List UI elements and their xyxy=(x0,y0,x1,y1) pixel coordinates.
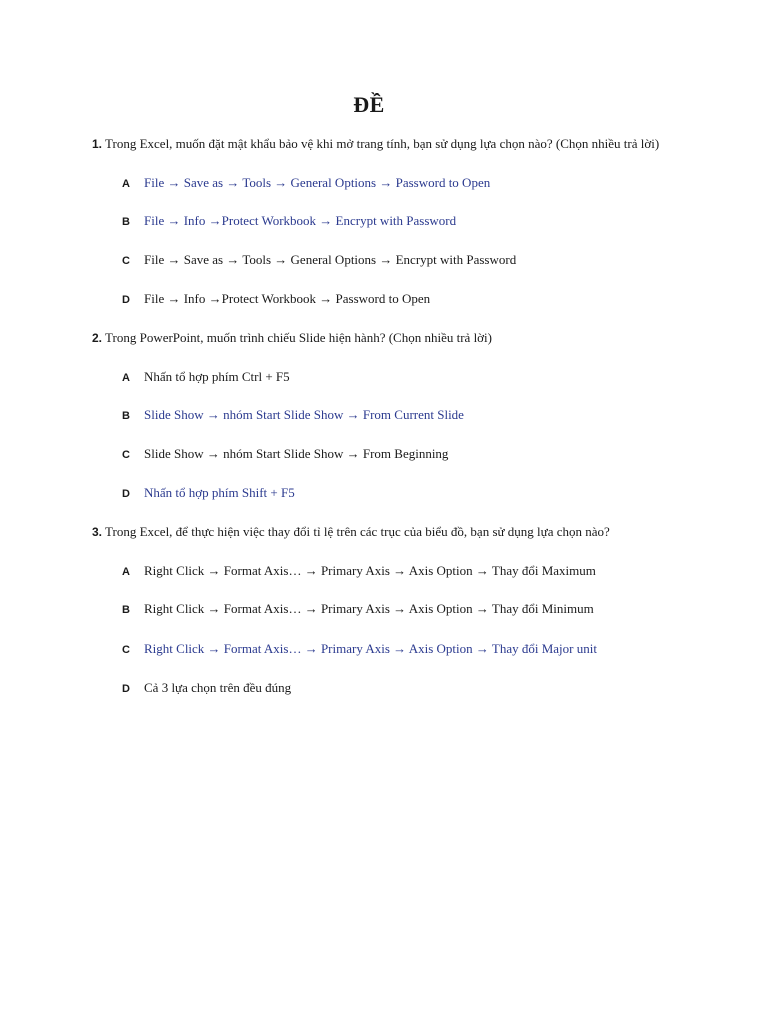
option-3-a xyxy=(122,563,596,579)
option-text: File → Info →Protect Workbook → Password to Open xyxy=(144,291,431,306)
option-letter: B xyxy=(122,604,130,616)
option-text: Cả 3 lựa chọn trên đều đúng xyxy=(144,680,292,695)
option-letter: D xyxy=(122,294,130,306)
option-letter: B xyxy=(122,410,130,422)
option-letter: B xyxy=(122,216,130,228)
option-letter: C xyxy=(122,644,130,656)
option-letter: A xyxy=(122,372,130,384)
option-text: Right Click → Format Axis… → Primary Axis → Axis Option → Thay đổi Major unit xyxy=(144,641,597,656)
option-letter: C xyxy=(122,449,130,461)
option-letter: A xyxy=(122,178,130,190)
question-number: 1. xyxy=(92,137,103,151)
option-letter: A xyxy=(122,566,130,578)
option-text: Nhấn tổ hợp phím Shift + F5 xyxy=(144,485,295,500)
option-3-b xyxy=(122,601,594,617)
option-2-b xyxy=(122,407,464,423)
page-title: ĐỀ xyxy=(353,92,385,117)
question-2 xyxy=(92,330,492,346)
question-number: 3. xyxy=(92,525,103,539)
option-text: Right Click → Format Axis… → Primary Axis → Axis Option → Thay đổi Maximum xyxy=(144,563,596,578)
option-1-a xyxy=(122,175,490,191)
option-text: Nhấn tổ hợp phím Ctrl + F5 xyxy=(144,369,290,384)
option-text: Right Click → Format Axis… → Primary Axis → Axis Option → Thay đổi Minimum xyxy=(144,601,594,616)
option-letter: D xyxy=(122,488,130,500)
option-2-c xyxy=(122,446,448,462)
question-1 xyxy=(92,136,659,152)
option-3-c xyxy=(122,641,597,657)
question-number: 2. xyxy=(92,331,103,345)
question-text: Trong PowerPoint, muốn trình chiếu Slide hiện hành? (Chọn nhiều trả lời) xyxy=(105,330,492,345)
option-letter: C xyxy=(122,255,130,267)
question-text: Trong Excel, để thực hiện việc thay đổi tỉ lệ trên các trục của biểu đồ, bạn sử dụng lựa chọn nào? xyxy=(105,524,610,539)
option-text: Slide Show → nhóm Start Slide Show → From Current Slide xyxy=(144,407,464,422)
option-2-a xyxy=(122,369,290,385)
option-1-c xyxy=(122,252,516,268)
option-1-d xyxy=(122,291,430,307)
question-text: Trong Excel, muốn đặt mật khẩu bảo vệ khi mở trang tính, bạn sử dụng lựa chọn nào? (Chọn nhiều trả lời) xyxy=(105,136,660,151)
option-letter: D xyxy=(122,683,130,695)
option-text: File → Info →Protect Workbook → Encrypt with Password xyxy=(144,213,457,228)
option-text: File → Save as → Tools → General Options → Password to Open xyxy=(144,175,491,190)
option-text: Slide Show → nhóm Start Slide Show → From Beginning xyxy=(144,446,449,461)
option-text: File → Save as → Tools → General Options → Encrypt with Password xyxy=(144,252,517,267)
question-3 xyxy=(92,524,610,540)
option-1-b xyxy=(122,213,456,229)
option-3-d xyxy=(122,680,291,696)
option-2-d xyxy=(122,485,295,501)
